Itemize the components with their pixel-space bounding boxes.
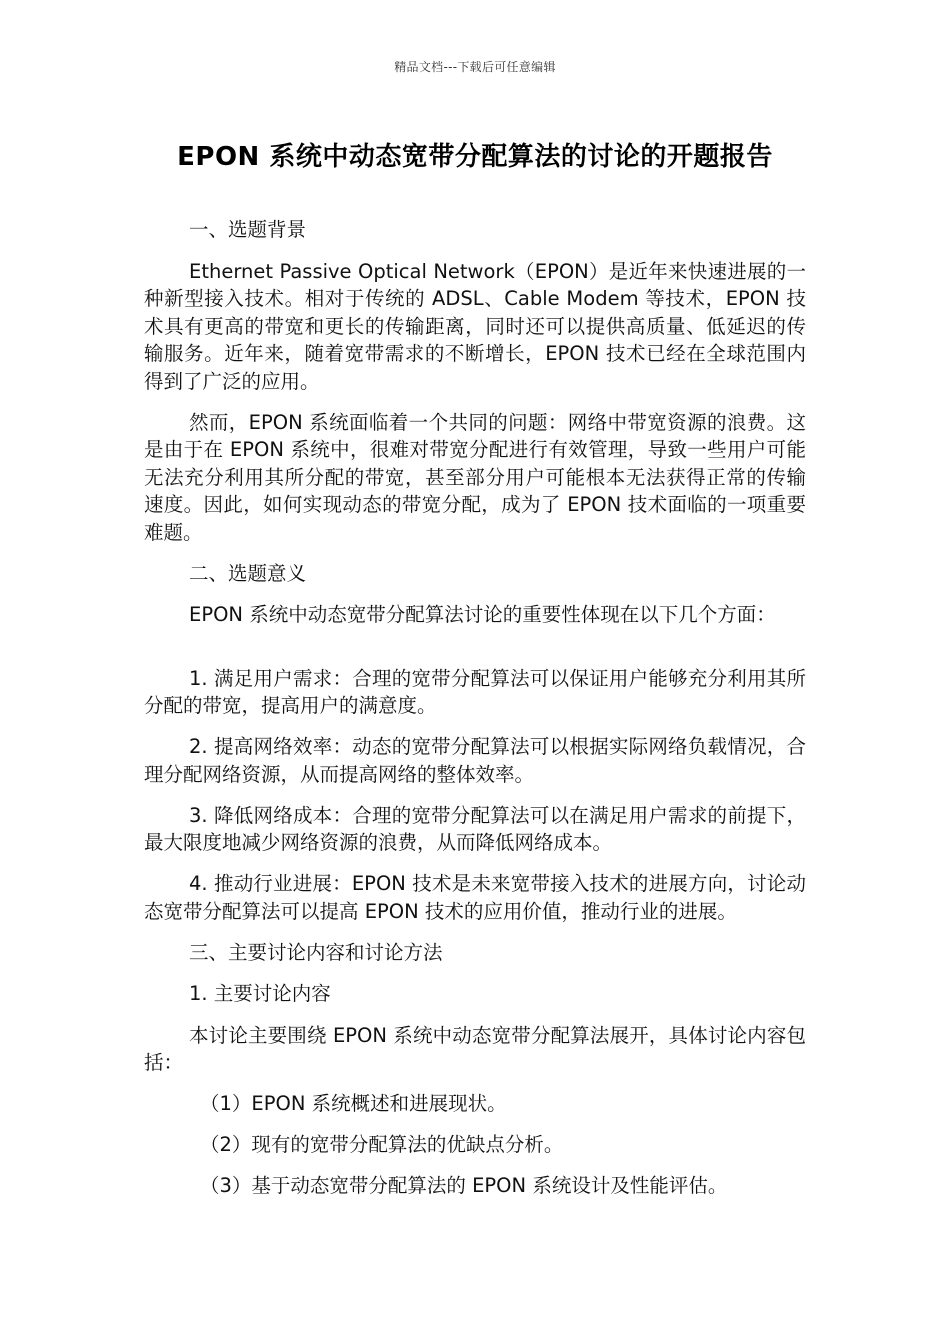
section-heading-significance: 二、选题意义 bbox=[189, 561, 307, 585]
document-body bbox=[144, 216, 806, 1213]
document-title: EPON 系统中动态宽带分配算法的讨论的开题报告 bbox=[177, 142, 773, 172]
list-item-significance-4: 4. 推动行业进展：EPON 技术是未来宽带接入技术的进展方向，讨论动态宽带分配算法可以提高 EPON 技术的应用价值，推动行业的进展。 bbox=[144, 872, 806, 923]
list-item-content-3: （3）基于动态宽带分配算法的 EPON 系统设计及性能评估。 bbox=[200, 1174, 728, 1197]
subsection-heading-main-content: 1. 主要讨论内容 bbox=[189, 982, 331, 1005]
paragraph-background-1: Ethernet Passive Optical Network（EPON）是近年来快速进展的一种新型接入技术。相对于传统的 ADSL、Cable Modem 等技术，EPON 技术具有更高的带宽和更长的传输距离，同时还可以提供高质量、低延迟的传输服务。近年来，随着宽带需求的不断增长，EPON 技术已经在全球范围内得到了广泛的应用。 bbox=[144, 259, 806, 393]
paragraph-significance-intro: EPON 系统中动态宽带分配算法讨论的重要性体现在以下几个方面： bbox=[189, 603, 776, 626]
list-item-significance-2: 2. 提高网络效率：动态的宽带分配算法可以根据实际网络负载情况，合理分配网络资源，从而提高网络的整体效率。 bbox=[144, 735, 806, 786]
list-item-significance-1: 1. 满足用户需求：合理的宽带分配算法可以保证用户能够充分利用其所分配的带宽，提高用户的满意度。 bbox=[144, 666, 806, 717]
section-heading-background: 一、选题背景 bbox=[189, 218, 307, 241]
list-item-content-2: （2）现有的宽带分配算法的优缺点分析。 bbox=[200, 1133, 564, 1156]
section-heading-content-methods: 三、主要讨论内容和讨论方法 bbox=[189, 940, 443, 964]
header-note: 精品文档---下载后可任意编辑 bbox=[394, 60, 556, 74]
list-item-content-1: （1）EPON 系统概述和进展现状。 bbox=[200, 1092, 507, 1115]
paragraph-content-intro: 本讨论主要围绕 EPON 系统中动态宽带分配算法展开，具体讨论内容包括： bbox=[144, 1023, 806, 1074]
paragraph-background-2: 然而，EPON 系统面临着一个共同的问题：网络中带宽资源的浪费。这是由于在 EPON 系统中，很难对带宽分配进行有效管理，导致一些用户可能无法充分利用其所分配的带宽，甚至部分用户可能根本无法获得正常的传输速度。因此，如何实现动态的带宽分配，成为了 EPON 技术面临的一项重要难题。 bbox=[144, 410, 806, 544]
list-item-significance-3: 3. 降低网络成本：合理的宽带分配算法可以在满足用户需求的前提下，最大限度地减少网络资源的浪费，从而降低网络成本。 bbox=[144, 803, 806, 854]
